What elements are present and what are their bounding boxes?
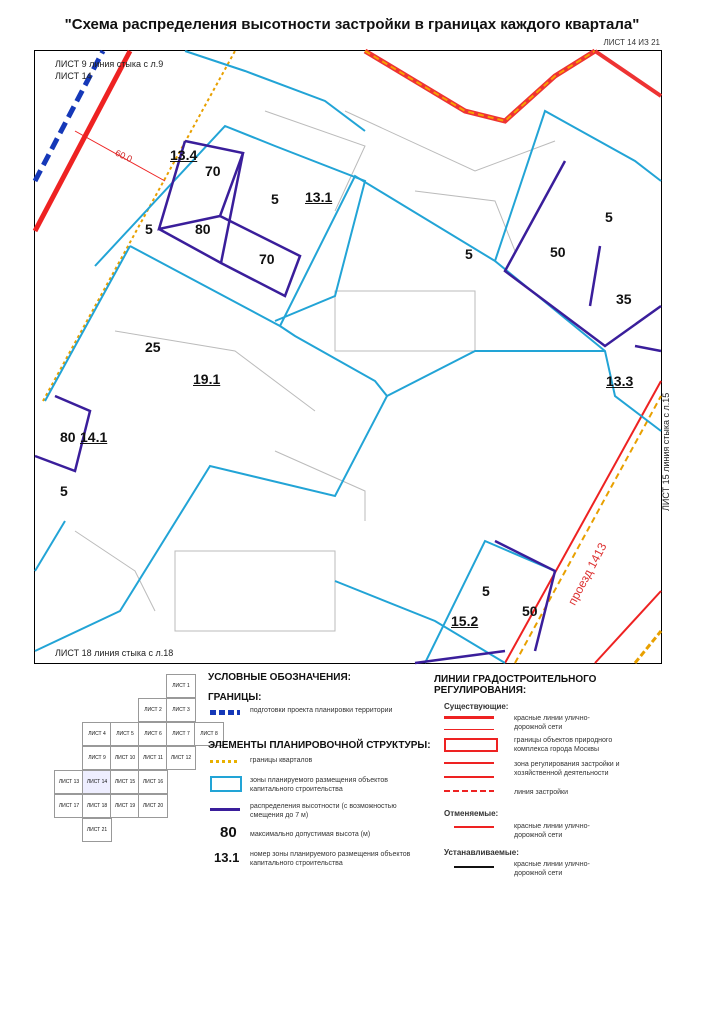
zone-number: 13.4 xyxy=(170,147,198,163)
cancelled-heading: Отменяемые: xyxy=(444,809,499,818)
index-cell: ЛИСТ 11 xyxy=(138,746,168,770)
index-cell: ЛИСТ 12 xyxy=(166,746,196,770)
height-label: 80 xyxy=(60,429,76,445)
map-frame xyxy=(34,50,671,664)
red-lines-top xyxy=(365,51,661,121)
index-cell: ЛИСТ 18 xyxy=(82,794,112,818)
natural-swatch xyxy=(444,738,498,752)
height-label: 80 xyxy=(195,221,211,237)
height-label: 5 xyxy=(271,191,279,207)
legend xyxy=(34,664,660,964)
height-label: 70 xyxy=(205,163,221,179)
index-cell: ЛИСТ 6 xyxy=(138,722,168,746)
project-boundary-swatch xyxy=(210,710,240,715)
index-cell: ЛИСТ 14 xyxy=(82,770,112,794)
zone-outlines xyxy=(35,51,661,663)
height-label: 5 xyxy=(60,483,68,499)
cancel-swatch xyxy=(454,826,494,828)
boundaries-heading: ГРАНИЦЫ: xyxy=(208,692,262,703)
max-height-sample: 80 xyxy=(220,824,237,841)
project-boundary-text: подготовки проекта планировки территории xyxy=(250,707,393,714)
zone-number: 13.3 xyxy=(606,373,634,389)
zone-reg-text: зона регулирования застройки и хозяйственной деятельности xyxy=(514,761,620,777)
top-edge-label: ЛИСТ 9 линия стыка с л.9 xyxy=(55,59,164,69)
height-label: 5 xyxy=(605,209,613,225)
quarter-bounds-swatch xyxy=(210,760,240,763)
zones-text: зоны планируемого размещения объектов капитального строительства xyxy=(250,777,389,793)
quarter-bounds-text: границы кварталов xyxy=(250,757,313,764)
page-title: "Схема распределения высотности застройки в границах каждого квартала" xyxy=(64,16,640,33)
height-label: 70 xyxy=(259,251,275,267)
index-cell: ЛИСТ 15 xyxy=(110,770,140,794)
zone-number: 13.1 xyxy=(305,189,333,205)
index-cell: ЛИСТ 21 xyxy=(82,818,112,842)
index-cell: ЛИСТ 3 xyxy=(166,698,196,722)
established-swatch xyxy=(454,866,494,868)
zone-number: 19.1 xyxy=(193,371,221,387)
existing-heading: Существующие: xyxy=(444,702,509,711)
index-cell: ЛИСТ 20 xyxy=(138,794,168,818)
index-cell: ЛИСТ 17 xyxy=(54,794,84,818)
index-cell: ЛИСТ 13 xyxy=(54,770,84,794)
height-line-text: распределения высотности (с возможностью смещения до 7 м) xyxy=(250,803,397,819)
index-cell: ЛИСТ 19 xyxy=(110,794,140,818)
elements-heading: ЭЛЕМЕНТЫ ПЛАНИРОВОЧНОЙ СТРУКТУРЫ: xyxy=(208,740,431,751)
established-text: красные линии улично-дорожной сети xyxy=(514,861,590,877)
lines-heading: ЛИНИИ ГРАДОСТРОИТЕЛЬНОГО РЕГУЛИРОВАНИЯ: xyxy=(434,674,597,696)
top-edge-label-2: ЛИСТ 14 xyxy=(55,71,92,81)
zones-swatch xyxy=(210,776,242,792)
index-cell: ЛИСТ 2 xyxy=(138,698,168,722)
zone-reg-swatch xyxy=(444,762,494,778)
red-lines-swatch xyxy=(444,716,494,730)
max-height-text: максимально допустимая высота (м) xyxy=(250,831,371,838)
height-line-swatch xyxy=(210,808,240,811)
height-label: 25 xyxy=(145,339,161,355)
index-cell: ЛИСТ 1 xyxy=(166,674,196,698)
zone-number-text: номер зоны планируемого размещения объектов капитального строительства xyxy=(250,851,411,867)
zone-number: 14.1 xyxy=(80,429,108,445)
height-label: 5 xyxy=(145,221,153,237)
index-cell: ЛИСТ 9 xyxy=(82,746,112,770)
sheet-index-map xyxy=(36,670,218,845)
cancel-text: красные линии улично-дорожной сети xyxy=(514,823,590,839)
index-cell: ЛИСТ 5 xyxy=(110,722,140,746)
index-cell: ЛИСТ 8 xyxy=(194,722,224,746)
established-heading: Устанавливаемые: xyxy=(444,848,519,857)
build-line-swatch xyxy=(444,790,494,792)
map-canvas xyxy=(35,51,661,663)
height-label: 5 xyxy=(482,583,490,599)
right-edge-label: ЛИСТ 15 линия стыка с л.15 xyxy=(661,392,671,511)
legend-heading: УСЛОВНЫЕ ОБОЗНАЧЕНИЯ: xyxy=(208,672,351,683)
zone-number: 15.2 xyxy=(451,613,479,629)
natural-text: границы объектов природного комплекса города Москвы xyxy=(514,737,613,753)
sheet-number: ЛИСТ 14 ИЗ 21 xyxy=(603,38,660,47)
red-lines-text: красные линии улично-дорожной сети xyxy=(514,715,590,731)
height-label: 35 xyxy=(616,291,632,307)
index-cell: ЛИСТ 10 xyxy=(110,746,140,770)
bottom-edge-label: ЛИСТ 18 линия стыка с л.18 xyxy=(55,648,174,658)
index-cell: ЛИСТ 7 xyxy=(166,722,196,746)
height-label: 50 xyxy=(550,244,566,260)
height-label: 5 xyxy=(465,246,473,262)
dimension-label: 60.0 xyxy=(113,147,134,165)
right-boundary-lines xyxy=(505,381,661,663)
zone-number-sample: 13.1 xyxy=(214,850,240,865)
street-label: проезд 1413 xyxy=(565,540,610,608)
index-cell: ЛИСТ 16 xyxy=(138,770,168,794)
build-line-text: линия застройки xyxy=(514,789,568,796)
height-distribution-lines xyxy=(35,141,661,663)
index-cell: ЛИСТ 4 xyxy=(82,722,112,746)
height-label: 50 xyxy=(522,603,538,619)
